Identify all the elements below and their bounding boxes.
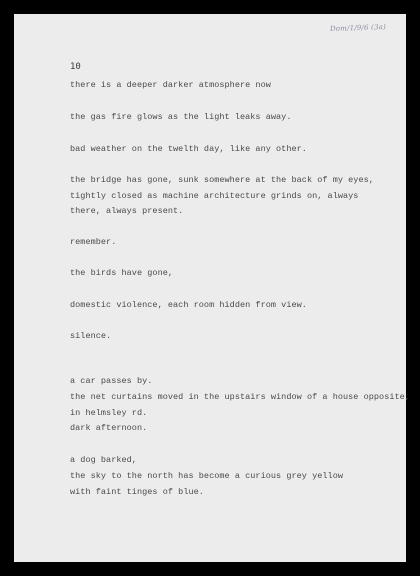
poem-line: domestic violence, each room hidden from view. (70, 300, 307, 310)
poem-line: the sky to the north has become a curious grey yellow (70, 471, 343, 481)
poem-line: in helmsley rd. (70, 408, 148, 418)
poem-line: a car passes by. (70, 376, 153, 386)
poem-line: with faint tinges of blue. (70, 487, 204, 497)
poem-line: remember. (70, 237, 117, 247)
poem-line: bad weather on the twelth day, like any other. (70, 144, 307, 154)
poem-line: dark afternoon. (70, 423, 148, 433)
poem-line: silence. (70, 331, 112, 341)
poem-line: the net curtains moved in the upstairs window of a house opposite, (70, 392, 410, 402)
poem-line: there is a deeper darker atmosphere now (70, 80, 271, 90)
poem-line: the bridge has gone, sunk somewhere at the back of my eyes, (70, 175, 374, 185)
page-number: 10 (70, 62, 81, 72)
poem-line: tightly closed as machine architecture grinds on, always (70, 191, 359, 201)
poem-line: the birds have gone, (70, 268, 174, 278)
poem-line: the gas fire glows as the light leaks away. (70, 112, 292, 122)
archive-reference-note: Dom/1/9/6 (3a) (329, 23, 387, 33)
poem-line: a dog barked, (70, 455, 137, 465)
poem-line: there, always present. (70, 206, 184, 216)
